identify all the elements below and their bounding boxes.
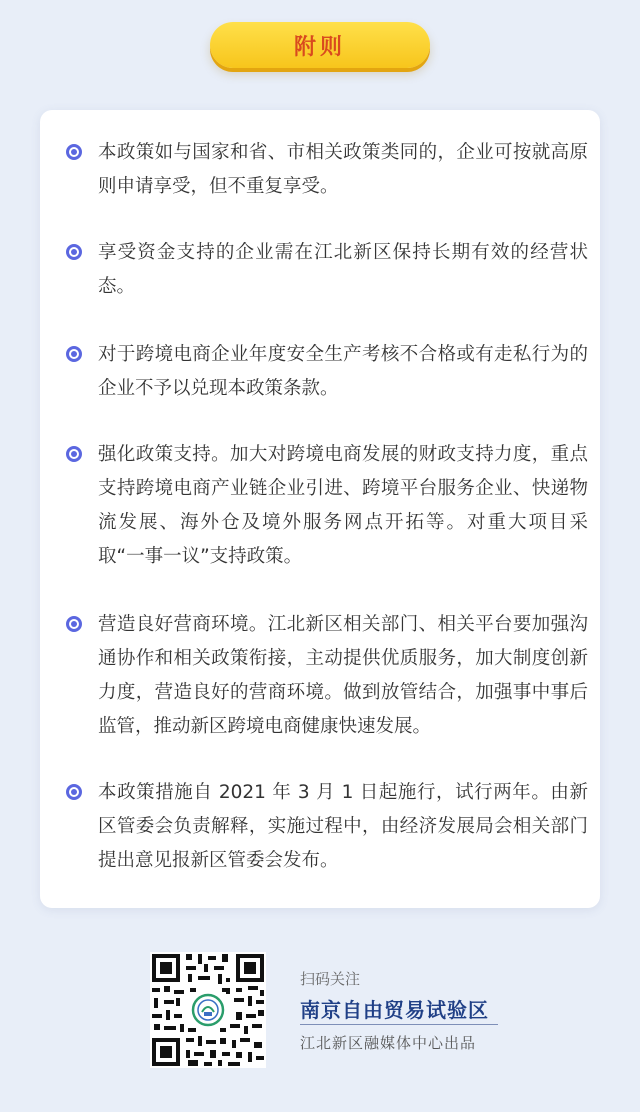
list-item-text: 本政策如与国家和省、市相关政策类同的，企业可按就高原则申请享受，但不重复享受。	[98, 142, 588, 197]
list-item-text: 享受资金支持的企业需在江北新区保持长期有效的经营状态。	[98, 242, 588, 297]
footer	[0, 952, 640, 1072]
list-item-text: 营造良好营商环境。江北新区相关部门、相关平台要加强沟通协作和相关政策衔接，主动提供优质服务，加大制度创新力度，营造良好的营商环境。做到放管结合，加强事中事后监管，推动新区跨境电商健康快速发展。	[98, 614, 588, 737]
brand-name: 南京自由贸易试验区	[300, 998, 489, 1022]
section-title: 附则	[293, 34, 346, 60]
bullet-icon	[66, 784, 82, 800]
producer-credit: 江北新区融媒体中心出品	[300, 1034, 477, 1052]
list-item-text: 本政策措施自 2021 年 3 月 1 日起施行，试行两年。由新区管委会负责解释，实施过程中，由经济发展局会相关部门提出意见报新区管委会发布。	[98, 782, 588, 871]
scan-label: 扫码关注	[300, 970, 361, 988]
bullet-icon	[66, 346, 82, 362]
bullet-icon	[66, 446, 82, 462]
divider	[300, 1024, 498, 1025]
qr-code-graphic	[150, 952, 266, 1068]
list-item-text: 强化政策支持。加大对跨境电商发展的财政支持力度，重点支持跨境电商产业链企业引进、跨境平台服务企业、快递物流发展、海外仓及境外服务网点开拓等。对重大项目采取“一事一议”支持政策。	[98, 444, 588, 567]
bullet-icon	[66, 144, 82, 160]
rules-card	[40, 110, 600, 908]
section-title-badge	[210, 22, 430, 68]
list-item-text: 对于跨境电商企业年度安全生产考核不合格或有走私行为的企业不予以兑现本政策条款。	[98, 344, 588, 399]
bullet-icon	[66, 616, 82, 632]
bullet-icon	[66, 244, 82, 260]
qr-code-icon[interactable]	[150, 952, 266, 1068]
